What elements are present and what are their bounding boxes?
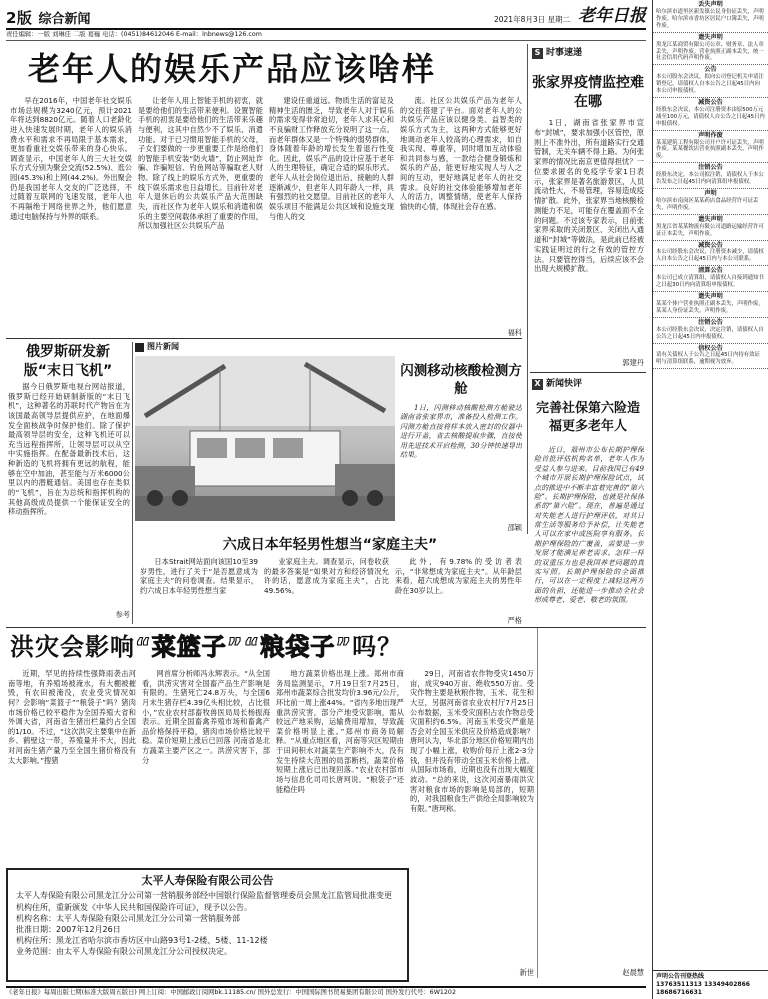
zhangjiajie-byline: 郭建丹 [622,358,644,367]
japan-byline: 严格 [507,616,522,625]
lead-column-2: 让老年人用上智能手机的初衷，就是要给他们的生活带来便利。设置智能手机的初衷是要给他们的生活带来乐趣与便利，这其中自然少不了娱乐、消遣功能。对于已习惯用智能手机的父母，子女们要做的一步更重要工作是给他们的智能手机安装“防火墙”，防止网址诈骗、诈骗短信、钓鱼网站等骗取老人财物。除了线上的娱乐方式外，更重要的线下娱乐需求也日益增长。目前针对老年人退休后的公共娱乐产品大范围缺失，而社区作为老年人娱乐和消遣和娱乐的主要空间载体承担了重要的作用，所以加强社区公共娱乐产品 [138,96,263,231]
crane-photo-illustration [135,356,395,521]
photo-news-byline: 邵颖 [507,523,522,532]
classified-title: 遗失声明 [698,215,723,223]
classified-item [653,266,768,292]
classified-body: 请有关债权人于公告之日起45日内持有效证明与清算组联系，逾期视为放弃。 [656,352,760,366]
classified-body: 本公司经股东会决议，决定注销，请债权人自公告之日起45日内申报债权。 [656,326,764,340]
social-insurance-body: 近日，福州市公布长期护理保险首批评估机构名单，老年人作为受益人参与进来。目前我国已有49个城市开展长期护理保险试点，试点的推进中不断丰富着完善的“第六险”。长期护理保险，也就是社保体系的“第六险”。现在，普遍是通过对失能老人进行护理评估，对其日常生活等服务给予补偿，让失能老人可以在家中或医院享有服务。长期护理保险的广覆盖，需要进一步发展才能满足养老需求。怎样一样的双重压力也是我国养老问题的真实写照。长期护理保险的全面推行，可以在一定程度上减轻这两方面的负担，还能进一步推动全社会形成尊老、爱老、敬老的氛围。 [534,446,644,604]
editor-line: 责任编辑：一版 刘琳佳 二版 葛巍 电话：(0451)84612046 E-mail：lnbnews@126.com [6,31,646,41]
column-divider [527,44,528,534]
classified-item [653,65,768,98]
photo-news-body: 1日，闪测移动核酸检测方舱驶达湖南省张家界市，准备投入检测工作。闪测方舱直接将样本放入密封的仪器中进行开盖，省去核酸提取步骤，直接使用先进技术开启检测，30分钟快速导出结果。 [400,404,522,459]
flood-column-3: 地方蔬菜价格出现上涨。郑州市商务局监测显示，7月19日至7月25日，郑州市蔬菜综合批发均价3.96元/公斤，环比前一周上涨44%。“省内多地出现严重洪涝灾害，部分产地受灾影响，需从较远产地采购，运输费用增加，导致蔬菜价格明显上涨。”郑州市商务局解释。“从重点地区看，河南等灾区短期由于田间积水对蔬菜生产影响不大，没有发生持续大范围的局部断档，蔬菜价格短期上涨后已出现回落。”农业农村部市场与信息化司司长唐珂说。“粮袋子”还能稳住吗 [276,669,404,794]
classified-body: 本公司股东会决议，拟向公司登记机关申请注销登记，请债权人自本公告之日起45日内向本公司申报债权。 [656,74,764,95]
classified-item [653,215,768,241]
classified-title: 声明作废 [698,131,723,139]
classified-body: 哈尔滨市南岗区某某药店食品经营许可证丢失，声明作废。 [656,197,759,211]
russia-headline: 俄罗斯研发新版“末日飞机” [23,344,113,379]
classified-item [653,292,768,318]
classified-item [653,33,768,66]
page-footer: 《老年日报》每周出版七期(标准大版周五版日) 网上订阅：中国邮政订阅网bk.11185.cn/ 国外总发行：中国国际图书贸易集团有限公司 国外发行代号：6W1202 [6,986,646,997]
page-number: 2版 [6,8,33,27]
classified-title: 注销公告 [698,164,723,172]
photo-tag-icon [135,343,144,352]
masthead [6,4,646,30]
classifieds-list [653,0,768,369]
japan-column-1: 日本Strait网站面向该国10至39岁男性，进行了关于“是否愿意成为家庭主夫”的问卷调查。结果显示，约六成日本年轻男性想当家 [140,557,258,595]
announcement-line-4: 机构住所：黑龙江省哈尔滨市香坊区中山路93号1-2楼、5楼、11-12楼 [16,936,268,946]
lead-column-1: 早在2016年，中国老年社交娱乐市场总规模为3240亿元，预计2021年将达到8820亿元。随着人口老龄化进入快速发展时期，老年人的娱乐消费水平和需求不再局限于基本需求，更加看重社交娱乐带来的身心快乐。调查显示，中国老年人的三大社交娱乐方式分别为聚会交流(52.5%)、逛公园(45.3%)和上网(44.2%)。外出聚会仍是我国老年人交友的广泛选择，不过随着互联网的飞速发展，老年人也不再隔绝于网络世界之外，他们愿意通过电脑保持与外界的联系。 [10,96,132,221]
zhangjiajie-body: 1日，湖南省张家界市宣布“封城”，要求加强小区管控，原则上不准外出，所有道路实行交通管制，无关车辆不得上路。为何张家界的情况比南京更值得担忧？一位要求匿名的免疫学专家1日表示，张家界是著名旅游景区，人员流动性大，不易管理，容易造成疫情扩散。此外，张家界当地核酸检测能力不足，可能存在覆盖面不全的问题。不过该专家表示，目前张家界采取的关闭景区、关闭出入通道和“封城”等做法，是此前已经被实践证明过的行之有效的管控方法。只要管控得当，后续应该不会出现大规模扩散。 [534,118,644,274]
hotline-label: 声明公告刊登热线 [656,972,705,980]
announcement-line-3: 批准日期：2007年12月26日 [16,924,121,934]
section-divider [6,338,522,339]
zhangjiajie-headline: 张家界疫情监控难在哪 [532,75,644,110]
photo-news-header [135,340,395,354]
classified-body: 某某建筑工程有限公司开户许可证丢失，声明作废。某某餐饮店营业执照副本丢失，声明作废。 [656,139,764,160]
classified-body: 经股东决定，本公司拟注销，请债权人于本公告发布之日起45日内向清算组申报债权。 [656,172,764,186]
column-divider [132,342,133,624]
flood-column-2: 网首席分析师冯永辉表示。“从全国看，洪涝灾害对全国畜产品生产影响是有限的。生猪死亡24.8万头，与全国6月末生猪存栏4.39亿头相比较，占比很小，”农业农村部畜牧兽医局局长杨振海表示。近期全国畜禽养殖市场和畜禽产品价格保持平稳，猪肉市场价格比较平稳。菜价短期上涨后已回落 河南省是北方蔬菜主要产区之一。洪涝灾害下，部分 [142,669,270,765]
announcement-line-1: 太平人寿保险有限公司黑龙江分公司第一营销服务部经中国银行保险监督管理委员会黑龙江监管局批准变更机构住所，重新颁发《中华人民共和国保险许可证》，现予以公告。 [16,891,392,912]
classified-title: 减资公告 [698,241,723,249]
classified-item [653,163,768,189]
classified-body: 某某个体户营业执照正副本丢失，声明作废。某某人身份证丢失，声明作废。 [656,300,764,314]
lead-headline: 老年人的娱乐产品应该啥样 [28,50,437,88]
paper-logo: 老年日报 [578,6,646,27]
japan-column-3: 此外，有9.78%的受访者表示，“非常想成为家庭主夫”。从年龄层来看，超六成想成为家庭主夫的男性年龄在30岁以上。 [395,557,522,595]
classified-title: 遗失声明 [698,33,723,41]
classified-body: 黑龙江某商贸有限公司公章、财务章、法人章丢失，声明作废。营业执照正副本丢失，统一社会信用代码声明作废。 [656,41,764,62]
announcement-line-5: 业务范围：由太平人寿保险有限公司黑龙江分公司授权决定。 [16,947,232,957]
classified-title: 注销公告 [698,318,723,326]
lead-column-3: 建设任重道远。物质生活的富足及精神生活的匮乏，导致老年人对于娱乐的需求变得非常迫切，老年人求其心和不良骗财工作释放充分说明了这一点。而老年群体又是一个特殊的弱势群体，身体随着年龄的增长发生着退行性变化。因此，娱乐产品的设计应基于老年人的生理特征，确定合适的娱乐形式。老年人从社会岗位退出后，接触的人群逐渐减少，但老年人同年龄人一样，具有强烈的社交愿望。目前社区的老年人娱乐项目不能满足公共区域和设施支现与他人的交 [269,96,394,221]
classified-title: 清算公告 [698,267,723,275]
flood-column-4: 29日，河南省农作物受灾1450万亩，成灾940万亩、绝收550万亩。受灾作物主要是秋粮作物，玉米、花生和大豆，另据河南省农业农村厅7月25日公布数据，玉米受灾面积占农作物总受灾面积约6.5%。河南玉米受灾严重是否会对全国玉米供应及价格造成影响？唐珂认为，华北部分地区价格短期内出现了小幅上涨，收购价每斤上涨2-3分钱，但并没有带动全国玉米价格上涨。从国际市场看，近期也没有出现大幅度波动。“总的来说，这次河南暴雨洪灾害对粮食市场的影响是局部的，短期的，对我国粮食生产供给全局影响较为有限。”唐珂称。 [410,669,534,813]
russia-body: 据今日俄罗斯电视台网站报道，俄罗斯已经开始研制新版的“末日飞机”，这种著名的苏联时代产物旨在为该国最高领导层提供应护，在地面爆发全面核战争时保护他们。除了保护最高领导层的安全，这种飞机还可以充当远程指挥所，让领导层可以从空中实施指挥。在配备最新技术后，这种新造的飞机将拥有更远的航程，能够在空中加油，甚至能与万米6000公里以内的潜艇通信。美国也存在类似的“飞机”，旨在为总统和指挥机构的其他高级成员提供一个能保证安全的移动指挥所。 [8,382,130,517]
classified-title: 丢失声明 [698,1,723,8]
classified-body: 经股东会决议，本公司注册资本由原500万元减至100万元，请债权人自公告之日起45日内申报债权。 [656,106,765,127]
lead-column-4: 流。社区公共娱乐产品为老年人的交往搭建了平台。面对老年人的公共娱乐产品应该以健身类、益智类的娱乐方式为主，这两种方式能够更好地调动老年人较高的心理需求，如自我实现、尊重等，同时增加互动体验和共同参与感，一款结合健身锻炼和娱乐的产品，能更好地实现人与人之间的互动，更好地满足老年人的社交需求。良好的社交体验能够增加老年人的活力，调整情绪，使老年人保持愉快的心情，体现社会存在感。 [400,96,522,212]
flood-column-1: 近期，罕见的持续性强降雨袭击河南等地，有养殖场被淹水，有大棚被摧毁，有农田被淹没，农业受灾情况如何？会影响“菜篮子”“粮袋子”吗？猪肉市场价格已较平稳作为全国养殖大省和外调大省，河南省生猪出栏量约占全国的1/10。不过，“这次洪灾主要集中在新乡、鹤壁这一带，养殖量并不大，因此对河南生猪产量乃至全国生猪价格没有太大影响。”搜猪 [8,669,136,765]
russia-byline: 参考 [115,610,130,619]
social-insurance-byline: 赵晨慧 [622,968,644,977]
japan-headline: 六成日本年轻男性想当“家庭主夫” [222,537,438,553]
classifieds-hotline [653,970,768,999]
classified-body: 黑龙江省某某物流有限公司道路运输经营许可证正本丢失，声明作废。 [656,223,764,237]
classified-title: 声明 [704,190,717,198]
classified-item [653,344,768,370]
classified-item [653,189,768,215]
current-affairs-tag: S 时事速递 [532,47,582,59]
classified-item [653,241,768,267]
classified-title: 信权公告 [698,344,723,352]
photo-news-label: 图片新闻 [147,341,179,351]
photo-news-headline: 闪测移动核酸检测方舱 [400,363,522,398]
news-commentary-tag: X 新闻快评 [532,378,582,390]
japan-column-2: 业家庭主夫。调查显示，问卷收获的最多答案是“如果对方和经济情况允许的话，愿意成为家庭主夫”，占比49.56%。 [264,557,389,595]
classifieds-rail [652,0,768,999]
classified-item [653,0,768,33]
insurance-announcement-box [6,868,409,982]
classified-body: 本公司已成立清算组，请债权人自接到通知书之日起30日内向清算组申报债权。 [656,275,764,289]
social-insurance-headline: 完善社保第六险造福更多老年人 [535,401,640,434]
announcement-title: 太平人寿保险有限公司公告 [141,874,274,887]
announcement-line-2: 机构名称：太平人寿保险有限公司黑龙江分公司第一营销服务部 [16,913,240,923]
news-photo-cranes [135,356,395,521]
issue-date: 2021年8月3日 星期二 [493,14,570,24]
classified-item [653,98,768,131]
section-name: 综合新闻 [38,11,91,27]
classified-item [653,318,768,344]
classified-title: 遗失声明 [698,293,723,301]
classified-title: 公告 [704,66,717,74]
flood-headline: 洪灾会影响“菜篮子”“粮袋子”吗？ [10,633,403,661]
column-divider [537,628,538,978]
classified-body: 本公司经股东会决议，注册资本减少，请债权人自本公告之日起45日内与本公司联系。 [656,249,764,263]
flood-byline: 新世 [519,968,534,977]
lead-byline: 福科 [507,328,522,337]
hotline-numbers: 13763511313 13349402866 18686716631 [656,980,750,996]
classified-title: 减资公告 [698,98,723,106]
section-divider [530,372,646,373]
classified-item [653,131,768,164]
classified-body: 哈尔滨市道里区新发镇公民身份证丢失，声明作废。哈尔滨市香坊区居民户口簿丢失，声明作废。 [656,8,764,29]
